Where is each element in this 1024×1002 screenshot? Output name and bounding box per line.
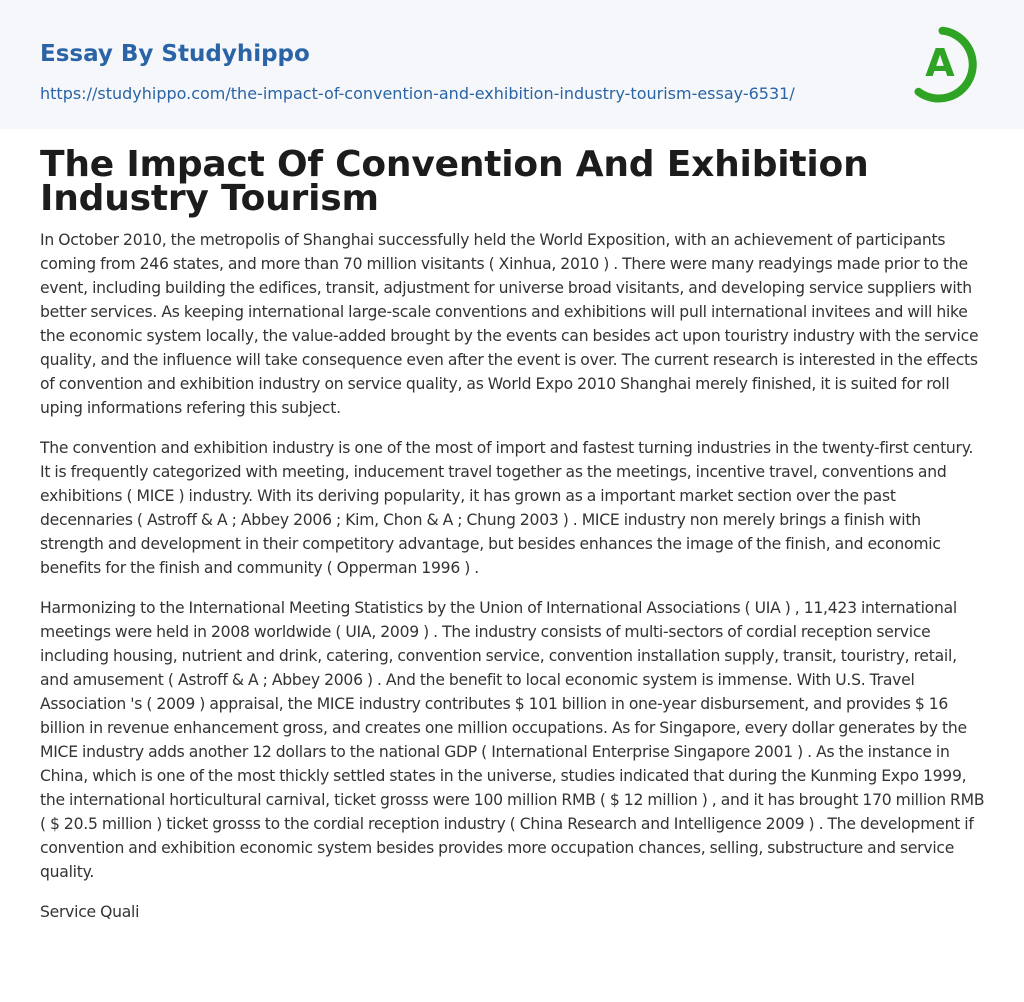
article-paragraph-1: In October 2010, the metropolis of Shanghai successfully held the World Exposition, with an achievement of participants coming from 246 states, and more than 70 million visitants ( Xinhua, 2010 ) . There were many readyings made prior to the event, including building the edifices, transit, adjustment for universe broad visitants, and developing service suppliers with better services. As keeping international large-scale conventions and exhibitions will pull international invitees and will hike the economic system locally, the value-added brought by the events can besides act upon touristry industry with the service quality, and the influence will take consequence even after the event is over. The current research is interested in the effects of convention and exhibition industry on service quality, as World Expo 2010 Shanghai merely finished, it is suited for roll uping informations refering this subject. — [40, 231, 979, 417]
page-title: The Impact Of Convention And Exhibition Industry Tourism — [40, 144, 869, 219]
article-paragraph-4: Service Quali — [40, 903, 140, 921]
source-url-link[interactable]: https://studyhippo.com/the-impact-of-convention-and-exhibition-industry-tourism-essay-6531/ — [40, 84, 795, 103]
article-paragraph-3: Harmonizing to the International Meeting Statistics by the Union of International Associations ( UIA ) , 11,423 international meetings were held in 2008 worldwide ( UIA, 2009 ) . The industry consists of multi-sectors of cordial reception service including housing, nutrient and drink, catering, convention service, convention installation supply, transit, touristry, retail, and amusement ( Astroff & A ; Abbey 2006 ) . And the benefit to local economic system is immense. With U.S. Travel Association 's ( 2009 ) appraisal, the MICE industry contributes $ 101 billion in one-year disbursement, and provides $ 16 billion in revenue enhancement gross, and creates one million occupations. As for Singapore, every dollar generates by the MICE industry adds another 12 dollars to the national GDP ( International Enterprise Singapore 2001 ) . As the instance in China, which is one of the most thickly settled states in the universe, studies indicated that during the Kunming Expo 1999, the international horticultural carnival, ticket grosss were 100 million RMB ( $ 12 million ) , and it has brought 170 million RMB ( $ 20.5 million ) ticket grosss to the cordial reception industry ( China Research and Intelligence 2009 ) . The development if convention and exhibition economic system besides provides more occupation chances, selling, substructure and service quality. — [40, 599, 985, 881]
article — [40, 144, 986, 924]
studyhippo-logo[interactable] — [908, 18, 990, 108]
logo-icon — [908, 18, 990, 108]
site-title[interactable]: Essay By Studyhippo — [40, 41, 310, 67]
article-paragraph-2: The convention and exhibition industry is one of the most of import and fastest turning industries in the twenty-first century. It is frequently categorized with meeting, inducement travel together as the meetings, incentive travel, conventions and exhibitions ( MICE ) industry. With its deriving popularity, it has grown as a important market section over the past decennaries ( Astroff & A ; Abbey 2006 ; Kim, Chon & A ; Chung 2003 ) . MICE industry non merely brings a finish with strength and development in their competitory advantage, but besides enhances the image of the finish, and economic benefits for the finish and community ( Opperman 1996 ) . — [40, 439, 974, 577]
site-header — [0, 0, 1024, 129]
logo-letter: A — [925, 41, 955, 85]
